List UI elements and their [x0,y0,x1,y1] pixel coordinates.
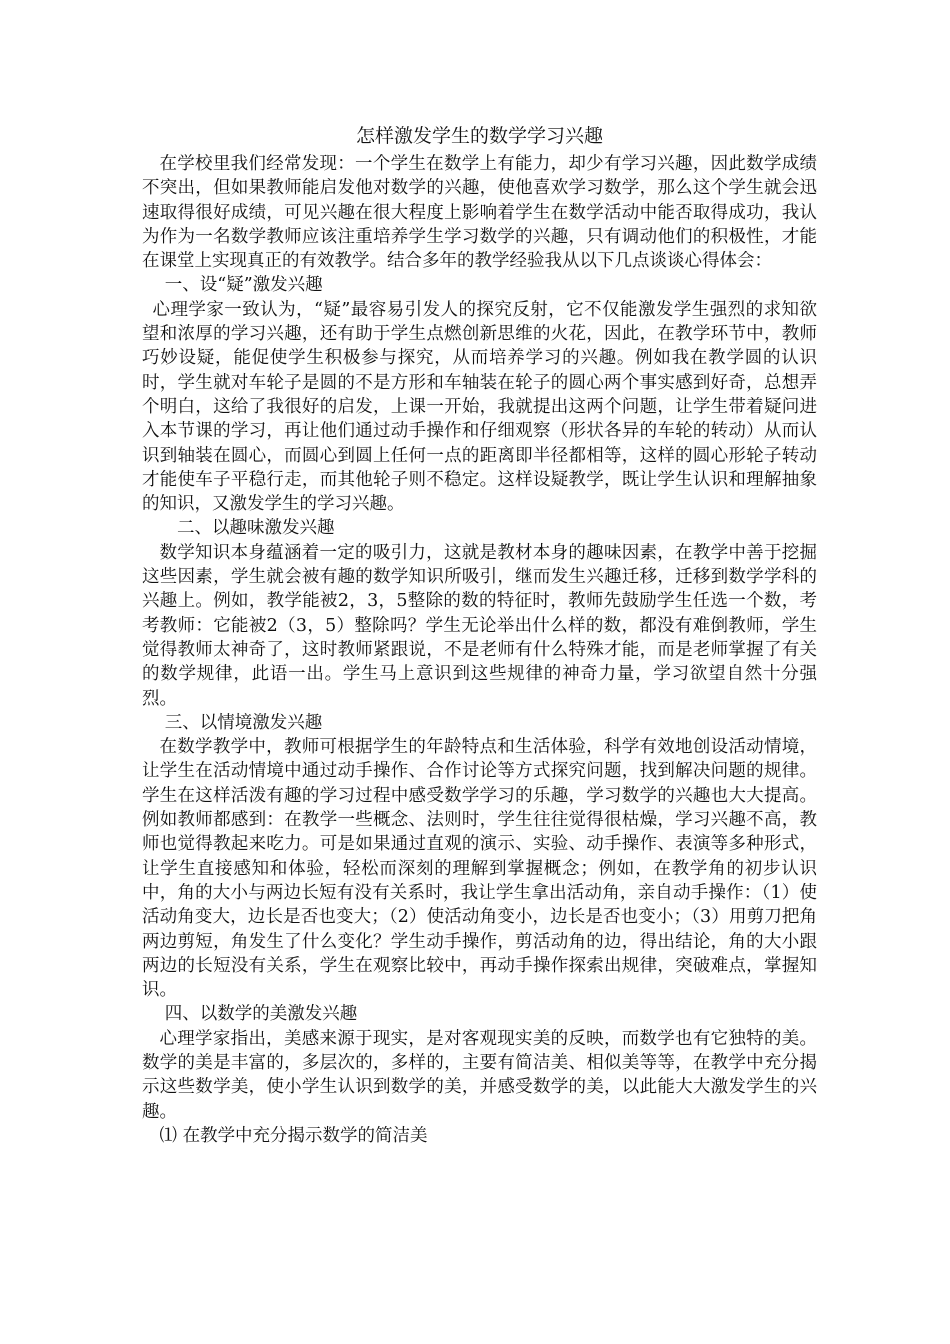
intro-paragraph: 在学校里我们经常发现：一个学生在数学上有能力，却少有学习兴趣，因此数学成绩不突出，但如果教师能启发他对数学的兴趣，使他喜欢学习数学，那么这个学生就会迅速取得很好成绩，可见兴趣在很大程度上影响着学生在数学活动中能否取得成功，我认为作为一名数学教师应该注重培养学生学习数学的兴趣，只有调动他们的积极性，才能在课堂上实现真正的有效教学。结合多年的教学经验我从以下几点谈谈心得体会： [142,154,817,272]
section-1-body: 心理学家一致认为，“疑”最容易引发人的探究反射，它不仅能激发学生强烈的求知欲望和浓厚的学习兴趣，还有助于学生点燃创新思维的火花，因此，在教学环节中，教师巧妙设疑，能促使学生积极参与探究，从而培养学习的兴趣。例如我在教学圆的认识时，学生就对车轮子是圆的不是方形和车轴装在轮子的圆心两个事实感到好奇，总想弄个明白，这给了我很好的启发，上课一开始，我就提出这两个问题，让学生带着疑问进入本节课的学习，再让他们通过动手操作和仔细观察（形状各异的车轮的转动）从而认识到轴装在圆心，而圆心到圆上任何一点的距离即半径都相等，这样的圆心形轮子转动才能使车子平稳行走，而其他轮子则不稳定。这样设疑教学，既让学生认识和理解抽象的知识，又激发学生的学习兴趣。 [142,299,817,515]
section-3-heading: 三、以情境激发兴趣 [164,712,323,733]
section-4-subheading-1: ⑴ 在教学中充分揭示数学的简洁美 [159,1125,428,1146]
section-2-body: 数学知识本身蕴涵着一定的吸引力，这就是教材本身的趣味因素，在教学中善于挖掘这些因素，学生就会被有趣的数学知识所吸引，继而发生兴趣迁移，迁移到数学学科的兴趣上。例如，教学能被2，3，5整除的数的特征时，教师先鼓励学生任选一个数，考考教师：它能被2（3，5）整除吗？学生无论举出什么样的数，都没有难倒教师，学生觉得教师太神奇了，这时教师紧跟说，不是老师有什么特殊才能，而是老师掌握了有关的数学规律，此语一出。学生马上意识到这些规律的神奇力量，学习欲望自然十分强烈。 [142,542,817,709]
section-2-heading: 二、以趣味激发兴趣 [177,518,335,539]
document-page [142,122,817,1148]
section-4-body: 心理学家指出，美感来源于现实，是对客观现实美的反映，而数学也有它独特的美。数学的美是丰富的，多层次的，多样的，主要有简洁美、相似美等等，在教学中充分揭示这些数学美，使小学生认识到数学的美，并感受数学的美，以此能大大激发学生的兴趣。 [142,1028,817,1122]
section-3-body: 在数学教学中，教师可根据学生的年龄特点和生活体验，科学有效地创设活动情境，让学生在活动情境中通过动手操作、合作讨论等方式探究问题，找到解决问题的规律。学生在这样活泼有趣的学习过程中感受数学学习的乐趣，学习数学的兴趣也大大提高。例如教师都感到：在教学一些概念、法则时，学生往往觉得很枯燥，学习兴趣不高，教师也觉得教起来吃力。可是如果通过直观的演示、实验、动手操作、表演等多种形式，让学生直接感知和体验，轻松而深刻的理解到掌握概念；例如，在教学角的初步认识中，角的大小与两边长短有没有关系时，我让学生拿出活动角，亲自动手操作：（1）使活动角变大，边长是否也变大；（2）使活动角变小，边长是否也变小；（3）用剪刀把角两边剪短，角发生了什么变化？学生动手操作，剪活动角的边，得出结论，角的大小跟两边的长短没有关系，学生在观察比较中，再动手操作探索出规律，突破难点，掌握知识。 [142,737,817,1001]
document-title: 怎样激发学生的数学学习兴趣 [355,125,603,147]
section-1-heading: 一、设“疑”激发兴趣 [164,275,323,296]
section-4-heading: 四、以数学的美激发兴趣 [164,1004,358,1025]
